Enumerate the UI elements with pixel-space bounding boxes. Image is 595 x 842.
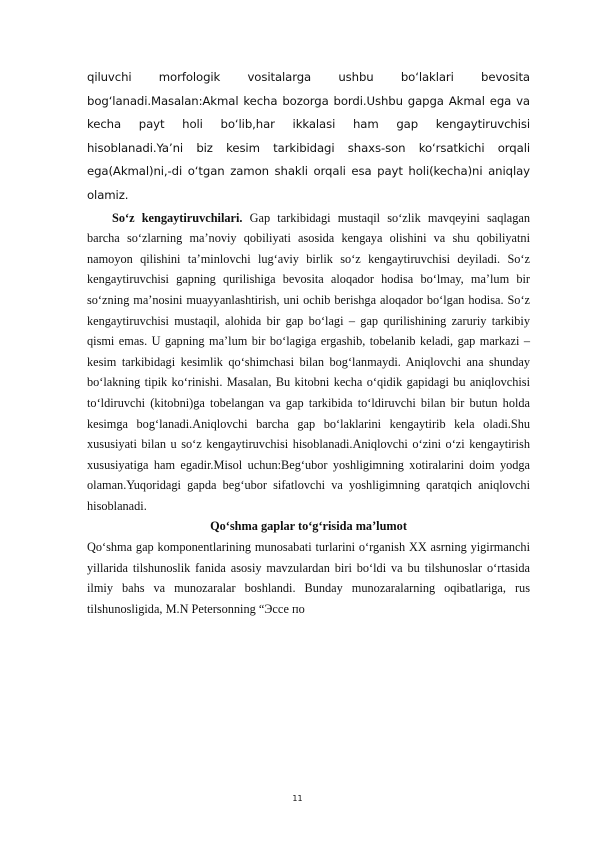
word-extenders-text: Gap tarkibidagi mustaqil so‘zlik mavqeyini saqlagan barcha so‘zlarning ma’noviy qobiliyati asosida kengaya olishini va shu qobiliyatni namoyon qilishini ta’minlovchi lug‘aviy birlik so‘z kengaytiruvchisi deyiladi. So‘z kengaytiruvchisi gapning qurilishiga bevosita aloqador hodisa bo‘lmay, ma’lum bir so‘zning ma’nosini muayyanlashtirish, uni ochib berishga aloqador bo‘lgan hodisa. So‘z kengaytiruvchisi mustaqil, alohida bir gap bo‘lagi – gap qurilishining zaruriy tarkibiy qismi emas. U gapning ma’lum bir bo‘lagiga ergashib, tobelanib keladi, gap markazi – kesim tarkibidagi kesimlik qo‘shimchasi bilan bog‘lanmaydi. Aniqlovchi ana shunday bo‘lakning tipik ko‘rinishi. Masalan, Bu kitobni kecha o‘qidik gapidagi bu aniqlovchisi to‘ldiruvchi (kitobni)ga tobelangan va gap tarkibida to‘ldiruvchi bilan bir butun holda kesimga bog‘lanadi.Aniqlovchi barcha gap bo‘laklarini kengaytirib kela oladi.Shu xususiyati bilan u so‘z kengaytiruvchisi hisoblanadi.Aniqlovchi o‘zini o‘zi kengaytirish xususiyatiga ham egadir.Misol uchun:Beg‘ubor yoshligimning xotiralarini doim yodga olaman.Yuqoridagi gapda beg‘ubor sifatlovchi va yoshligimning qaratqich aniqlovchi hisoblanadi. — [87, 210, 530, 513]
section-heading-compound-sentences: Qo‘shma gaplar to‘g‘risida ma’lumot — [210, 519, 407, 534]
page-number: 11 — [292, 794, 303, 803]
compound-sentences-paragraph: Qo‘shma gap komponentlarining munosabati turlarini o‘rganish XX asrning yigirmanchi yillarida tilshunoslik fanida asosiy mavzulardan biri bo‘ldi va bu tilshunoslar o‘rtasida ilmiy bahs va munozaralar boshlandi. Bunday munozaralarning oqibatlariga, rus tilshunosligida, M.N Petersonning “Эссе по — [87, 540, 530, 616]
intro-paragraph: qiluvchi morfologik vositalarga ushbu bo‘laklari bevosita bog‘lanadi.Masalan:Akmal kecha bozorga bordi.Ushbu gapga Akmal ega va kecha payt holi bo‘lib,har ikkalasi ham gap kengaytiruvchisi hisoblanadi.Ya’ni biz kesim tarkibidagi shaxs-son ko‘rsatkichi orqali ega(Akmal)ni,-di o‘tgan zamon shakli orqali esa payt holi(kecha)ni aniqlay olamiz. — [87, 70, 530, 202]
term-word-extenders: So‘z kengaytiruvchilari. — [112, 210, 243, 225]
document-page — [87, 66, 530, 619]
section-word-extenders-paragraph — [87, 208, 530, 517]
